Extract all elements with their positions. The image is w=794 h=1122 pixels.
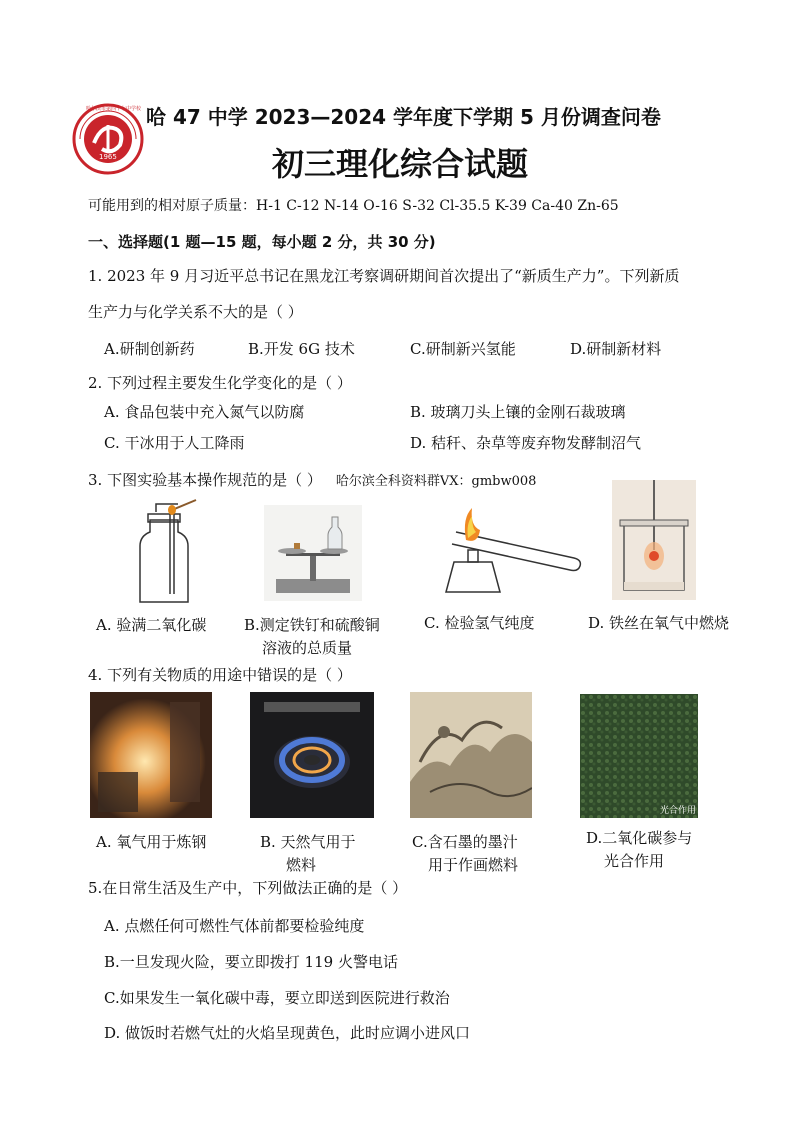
- q4-photo-a-steelmaking: [90, 692, 212, 818]
- q2-option-a: A. 食品包装中充入氮气以防腐: [104, 403, 305, 421]
- q1-option-c: C.研制新兴氢能: [410, 340, 516, 358]
- logo-year: 1965: [99, 153, 117, 161]
- q4-option-d-line1: D.二氧化碳参与: [586, 829, 693, 847]
- q4-photo-c-ink-painting: [410, 692, 532, 818]
- q3-option-c: C. 检验氢气纯度: [424, 614, 535, 632]
- q5-stem: 5.在日常生活及生产中，下列做法正确的是（ ）: [88, 879, 408, 897]
- q4-option-c-line2: 用于作画燃料: [428, 856, 519, 874]
- q4-photo-d-forest: [580, 694, 698, 818]
- atomic-masses: 可能用到的相对原子质量：H-1 C-12 N-14 O-16 S-32 Cl-35.5 K-39 Ca-40 Zn-65: [88, 198, 619, 214]
- q4-stem: 4. 下列有关物质的用途中错误的是（ ）: [88, 666, 352, 684]
- q3-option-b-line1: B.测定铁钉和硫酸铜: [244, 616, 380, 634]
- q3-option-b-line2: 溶液的总质量: [262, 639, 353, 657]
- q1-option-a: A.研制创新药: [104, 340, 195, 358]
- q2-stem: 2. 下列过程主要发生化学变化的是（ ）: [88, 374, 352, 392]
- photo-d-label: 光合作用: [659, 806, 696, 816]
- q2-option-b: B. 玻璃刀头上镶的金刚石裁玻璃: [410, 403, 626, 421]
- q4-option-d-line2: 光合作用: [604, 852, 665, 870]
- q5-option-b: B.一旦发现火险，要立即拨打 119 火警电话: [104, 953, 398, 971]
- q2-option-d: D. 秸秆、杂草等废弃物发酵制沼气: [410, 434, 642, 452]
- q2-option-c: C. 干冰用于人工降雨: [104, 434, 245, 452]
- q1-option-d: D.研制新材料: [570, 340, 662, 358]
- q3-option-d: D. 铁丝在氧气中燃烧: [588, 614, 730, 632]
- q3-figure-a-gas-bottle: [120, 498, 210, 608]
- q3-figure-d-iron-wire: [612, 480, 696, 600]
- q5-option-a: A. 点燃任何可燃性气体前都要检验纯度: [104, 917, 365, 935]
- q4-option-b-line2: 燃料: [286, 856, 317, 874]
- school-logo: [72, 103, 144, 175]
- section1-title: 一、选择题(1 题—15 题，每小题 2 分，共 30 分): [88, 233, 436, 251]
- q1-stem-line1: 1. 2023 年 9 月习近平总书记在黑龙江考察调研期间首次提出了“新质生产力”。下列新质: [88, 267, 680, 285]
- q4-option-b-line1: B. 天然气用于: [260, 833, 356, 851]
- exam-title-line2: 初三理化综合试题: [272, 145, 529, 183]
- q3-option-a: A. 验满二氧化碳: [96, 616, 207, 634]
- q1-option-b: B.开发 6G 技术: [248, 340, 355, 358]
- q3-hint: 哈尔滨全科资料群VX：gmbw008: [335, 474, 537, 489]
- q5-option-c: C.如果发生一氧化碳中毒，要立即送到医院进行救治: [104, 989, 450, 1007]
- q4-option-c-line1: C.含石墨的墨汁: [412, 833, 518, 851]
- q3-figure-b-balance: [264, 505, 362, 601]
- q3-stem-text: 3. 下图实验基本操作规范的是（ ）: [88, 471, 322, 489]
- q3-stem: [88, 470, 536, 492]
- logo-text: 哈尔滨市第四十七中学校: [86, 106, 142, 112]
- q4-option-a: A. 氧气用于炼钢: [96, 833, 207, 851]
- q4-photo-b-gas-flame: [250, 692, 374, 818]
- q5-option-d: D. 做饭时若燃气灶的火焰呈现黄色，此时应调小进风口: [104, 1024, 471, 1042]
- q3-figure-c-test-tube: [436, 500, 584, 596]
- q1-stem-line2: 生产力与化学关系不大的是（ ）: [88, 303, 303, 321]
- exam-title-line1: 哈 47 中学 2023—2024 学年度下学期 5 月份调查问卷: [146, 105, 661, 129]
